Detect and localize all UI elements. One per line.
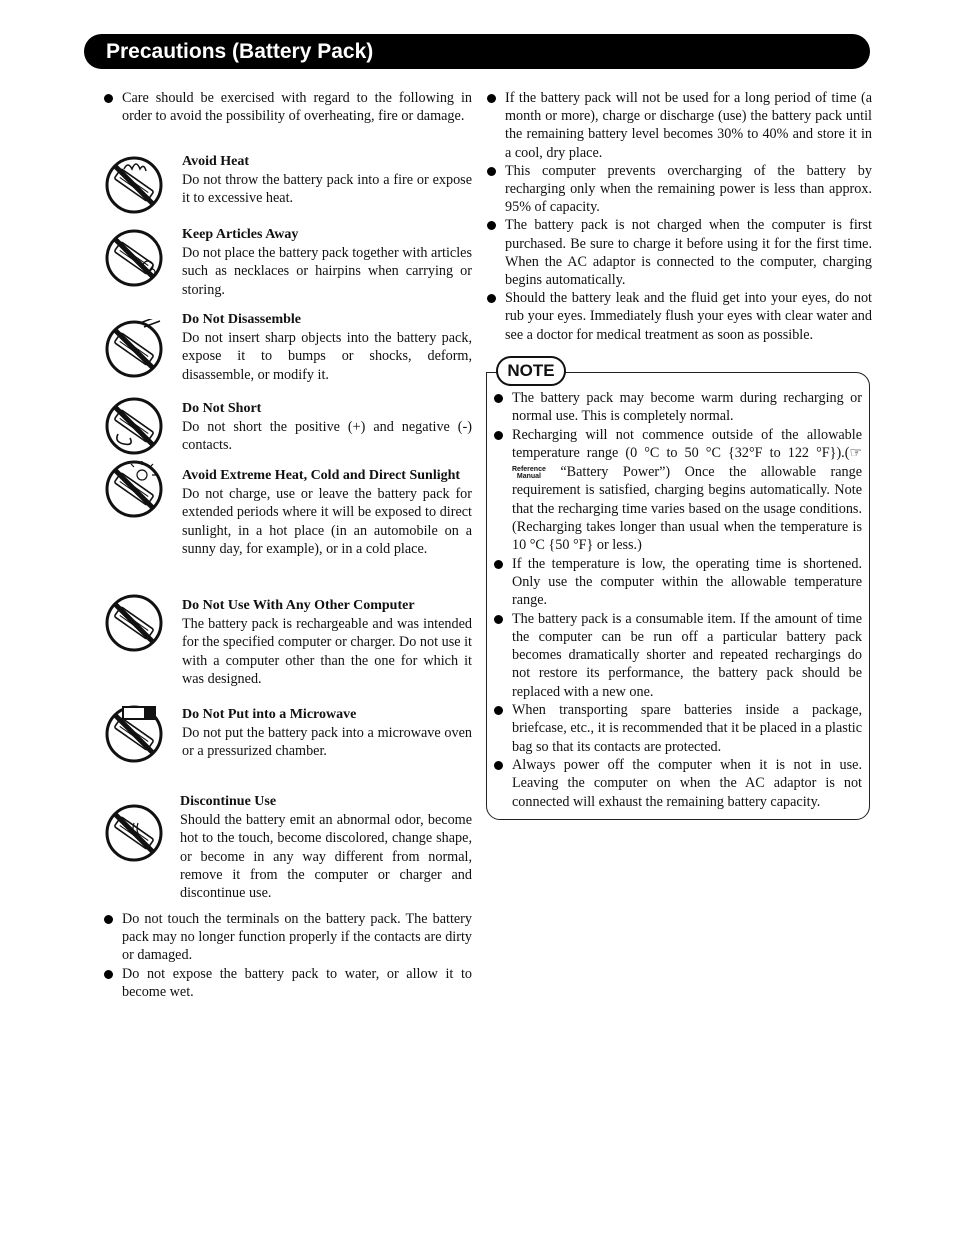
no-metal-articles-icon	[104, 228, 164, 288]
warning-heading: Do Not Use With Any Other Computer	[182, 598, 415, 613]
left-bottom-bullets	[100, 910, 472, 1001]
note-text: “Battery Power”) Once the allowable range requirement is satisfied, charging begins automatically. Note that the recharging time varies based on the usage conditions. (Recharging takes longer than usual when the temperature is 10 °C {50 °F} or less.)	[512, 464, 862, 554]
intro-bullet: Care should be exercised with regard to the following in order to avoid the possibility of overheating, fire or damage.	[100, 89, 472, 125]
warning-heading: Avoid Extreme Heat, Cold and Direct Sunlight	[182, 468, 461, 483]
note-list	[492, 389, 862, 811]
warning-body: Do not insert sharp objects into the battery pack, expose it to bumps or shocks, deform, disassemble, or modify it.	[182, 330, 472, 383]
reference-manual-icon: Reference Manual	[512, 465, 546, 480]
warning-heading: Keep Articles Away	[182, 227, 299, 242]
discontinue-use-icon	[104, 803, 164, 863]
list-item: Should the battery leak and the fluid get into your eyes, do not rub your eyes. Immediately flush your eyes with clear water and see a doctor for medical treatment as soon as possible.	[483, 289, 872, 344]
note-text: Recharging will not commence outside of the allowable temperature range (0 °C to 50 °C {32°F to 122 °F}).(	[512, 426, 862, 461]
list-item: This computer prevents overcharging of the battery by recharging only when the remaining power is less than approx. 95% of capacity.	[483, 162, 872, 217]
warning-body: Do not throw the battery pack into a fire or expose it to excessive heat.	[182, 172, 472, 207]
right-column	[483, 89, 872, 344]
pointing-hand-icon: ☞	[849, 445, 862, 461]
no-microwave-icon	[104, 704, 164, 764]
list-item: Do not expose the battery pack to water, or allow it to become wet.	[100, 965, 472, 1001]
note-label: NOTE	[496, 356, 566, 386]
left-column	[100, 89, 472, 125]
warning-body: The battery pack is rechargeable and was intended for the specified computer or charger. Do not use it with a computer other than the one for which it was designed.	[182, 616, 472, 687]
no-short-icon	[104, 396, 164, 456]
warning-body: Do not put the battery pack into a microwave oven or a pressurized chamber.	[182, 725, 472, 760]
no-sunlight-icon	[104, 459, 164, 519]
list-item	[492, 426, 862, 555]
list-item: The battery pack is a consumable item. If the amount of time the computer can be run off a particular battery pack becomes dramatically shorter and repeated rechargings do not restore its performance, the battery pack should be replaced with a new one.	[492, 610, 862, 701]
list-item: Always power off the computer when it is not in use. Leaving the computer on when the AC adaptor is not connected will exhaust the remaining battery capacity.	[492, 756, 862, 811]
no-fire-icon	[104, 155, 164, 215]
warning-heading: Avoid Heat	[182, 154, 250, 169]
list-item: The battery pack is not charged when the computer is first purchased. Be sure to charge it before using it for the first time. When the AC adaptor is connected to the computer, charging begins automatically.	[483, 216, 872, 289]
no-disassemble-icon	[104, 319, 164, 379]
list-item: When transporting spare batteries inside a package, briefcase, etc., it is recommended that it be placed in a plastic bag so that its contacts are protected.	[492, 701, 862, 756]
warning-heading: Do Not Disassemble	[182, 312, 301, 327]
warning-heading: Do Not Put into a Microwave	[182, 707, 357, 722]
list-item: Do not touch the terminals on the battery pack. The battery pack may no longer function properly if the contacts are dirty or damaged.	[100, 910, 472, 965]
no-other-computer-icon	[104, 593, 164, 653]
warning-body: Do not charge, use or leave the battery pack for extended periods where it will be exposed to direct sunlight, in a hot place (in an automobile on a sunny day, for example), or in a cold place.	[182, 486, 472, 557]
warning-body: Should the battery emit an abnormal odor, become hot to the touch, become discolored, change shape, or become in any way different from normal, remove it from the computer or charger and discontinue use.	[180, 812, 472, 902]
warning-body: Do not short the positive (+) and negative (-) contacts.	[182, 419, 472, 454]
list-item: If the temperature is low, the operating time is shortened. Only use the computer within the allowable temperature range.	[492, 555, 862, 610]
warning-heading: Do Not Short	[182, 401, 262, 416]
warning-heading: Discontinue Use	[180, 794, 277, 809]
list-item: The battery pack may become warm during recharging or normal use. This is completely normal.	[492, 389, 862, 426]
page-title: Precautions (Battery Pack)	[84, 34, 870, 69]
list-item: If the battery pack will not be used for a long period of time (a month or more), charge or discharge (use) the battery pack until the remaining battery level becomes 30% to 40% and store it in a cool, dry place.	[483, 89, 872, 162]
warning-body: Do not place the battery pack together with articles such as necklaces or hairpins when carrying or storing.	[182, 245, 472, 298]
